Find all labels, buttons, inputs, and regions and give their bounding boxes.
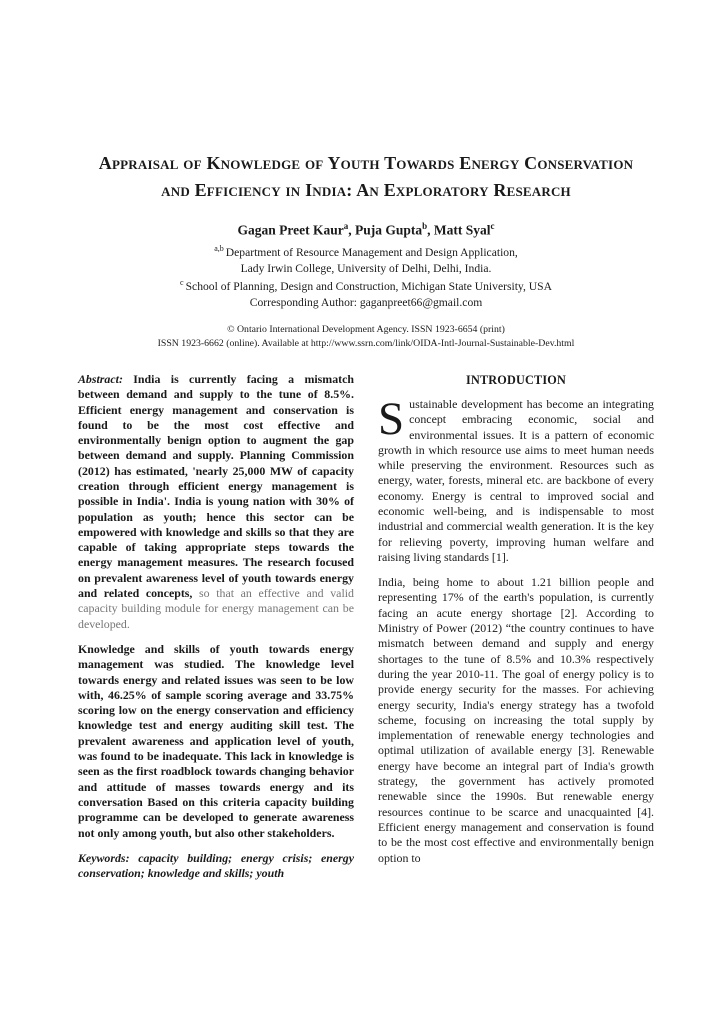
author-name: Matt Syal [433,222,491,238]
author-separator: , [427,222,434,238]
keywords-line: Keywords: capacity building; energy crisis; energy conservation; knowledge and skills; youth [78,850,354,881]
affiliation-text: Lady Irwin College, University of Delhi, Delhi, India. [240,261,492,275]
introduction-text: ustainable development has become an integrating concept embracing economic, social and environmental issues. It is a pattern of economic growth in which resource use aims to meet human needs while preserving the environment. Resources such as energy, water, forests, mineral etc. are backbone of every economy. Energy is central to improved social and economic well-being, and is indispensable to most industrial and commercial wealth generation. It is the key for relieving poverty, improving human welfare and raising living standards [1]. [378,396,654,564]
column-right [378,372,654,892]
author-name: Gagan Preet Kaur [237,222,344,238]
dropcap: S [378,392,405,445]
abstract-paragraph-1 [78,372,354,632]
author-name: Puja Gupta [354,222,423,238]
abstract-paragraph-2: Knowledge and skills of youth towards energy management was studied. The knowledge level towards energy and related issues was seen to be low with, 46.25% of sample scoring average and 33.75% scoring low on the energy conservation and efficiency knowledge test and energy auditing skill test. The prevalent awareness and application level of youth, was found to be inadequate. This lack in knowledge is seen as the first roadblock towards changing behavior and attitude of masses towards energy and its conversation Based on this criteria capacity building programme can be developed to generate awareness not only among youth, but also other stakeholders. [78,641,354,840]
affiliation-text: School of Planning, Design and Construction, Michigan State University, USA [185,279,552,293]
abstract-gray-text: so that an effective and valid capacity building module for energy management can be developed. [78,586,354,631]
introduction-paragraph-1 [378,392,654,565]
abstract-text: India is currently facing a mismatch between demand and supply to the tune of 8.5%. Efficient energy management and conservation is found to be the most cost effective and environmentally benign option to augment the gap between demand and supply. Planning Commission (2012) has estimated, 'nearly 25,000 MW of capacity creation through efficient energy management is possible in India'. India is young nation with 30% of population as youth; hence this sector can be empowered with knowledge and skills so that they are capable of taking appropriate steps towards the energy management measures. The research focused on prevalent awareness level of youth towards energy and related concepts, [78,371,354,601]
author-sup: c [490,221,495,231]
author-sup: b [422,221,428,231]
affiliation-sup: c [180,277,184,287]
affiliation-text: Corresponding Author: gaganpreet66@gmail.com [249,295,483,309]
author-line [78,221,654,239]
paper-title: Appraisal of Knowledge of Youth Towards Energy Conservation and Efficiency in India: An Exploratory Research [98,153,634,200]
column-left [78,372,354,892]
publisher-line: ISSN 1923-6662 (online). Available at http://www.ssrn.com/link/OIDA-Intl-Journal-Sustainable-Dev.html [157,338,575,349]
affiliation-line [78,261,654,277]
publisher-block [78,323,654,351]
two-column-body [78,372,654,892]
abstract-label: Abstract: [78,371,123,386]
affiliation-line [78,277,654,295]
author-separator: , [348,222,355,238]
author-sup: a [343,221,349,231]
affiliation-sup: a,b [214,243,224,253]
affiliation-block [78,243,654,312]
affiliation-line [78,243,654,261]
affiliation-text: Department of Resource Management and Design Application, [225,245,518,259]
introduction-heading: INTRODUCTION [466,372,566,387]
publisher-line: © Ontario International Development Agency. ISSN 1923-6654 (print) [227,324,505,336]
introduction-paragraph-2: India, being home to about 1.21 billion people and representing 17% of the earth's population, is currently facing an acute energy shortage [2]. According to Ministry of Power (2012) “the country continues to have mismatch between demand and supply and energy shortages to the tune of 8.5% and 10.3% respectively during the year 2010-11. The goal of energy policy is to provide energy security for the masses. For achieving energy security, India's energy strategy has a twofold scheme, focusing on increasing the total supply by implementation of renewable energy technologies and optimal utilization of available energy [3]. Renewable energy have become an integral part of India's growth strategy, the government has actively promoted renewable since the 1990s. But renewable energy resources continue to be scarce and unacquainted [4]. Efficient energy management and conservation is found to be the most cost effective and environmentally benign option to [378,575,654,865]
corresponding-author-line [78,295,654,311]
